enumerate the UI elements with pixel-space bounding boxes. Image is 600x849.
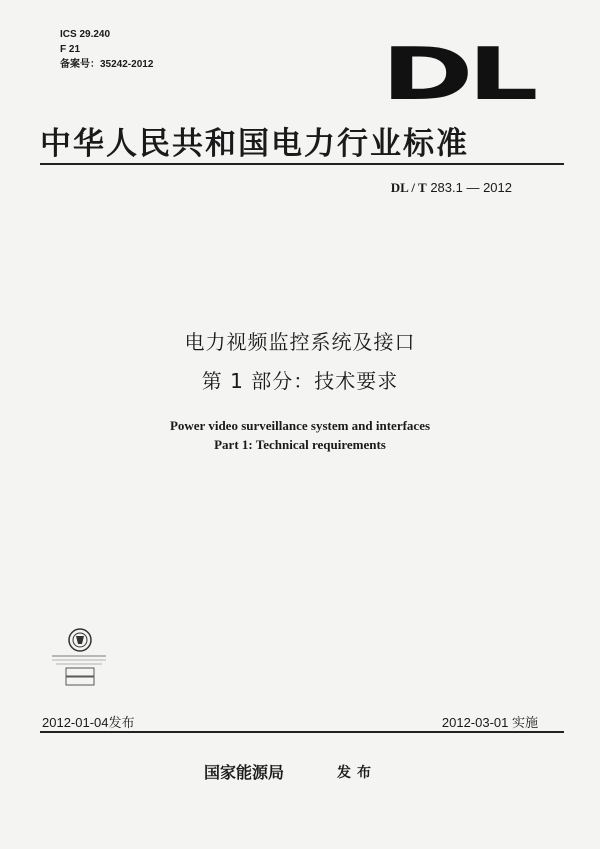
issuing-authority: 国家能源局: [204, 763, 285, 782]
publish-date: 2012-01-04发布: [42, 715, 135, 730]
classification-block: [60, 27, 153, 72]
top-divider: [40, 163, 564, 165]
chinese-title-line1: 电力视频监控系统及接口: [184, 330, 416, 354]
standard-prefix: DL / T: [390, 180, 427, 195]
chinese-title-line2: 第 1 部分：技术要求: [201, 369, 399, 393]
anti-counterfeit-seal-icon: [48, 626, 108, 688]
standard-number: [391, 180, 512, 196]
issued-label: 发布: [337, 765, 377, 781]
effective-date: 2012-03-01 实施: [441, 715, 538, 730]
standard-code: 283.1 — 2012: [430, 180, 512, 195]
class-code: F 21: [60, 44, 81, 55]
english-title-line2: Part 1: Technical requirements: [214, 437, 386, 452]
organization-title: 中华人民共和国电力行业标准: [40, 126, 469, 162]
dl-logo: DL: [381, 32, 533, 116]
english-title-line1: Power video surveillance system and interfaces: [169, 418, 431, 433]
bottom-divider: [40, 731, 564, 733]
record-number: 备案号：35242-2012: [60, 59, 154, 70]
ics-code: ICS 29.240: [60, 29, 111, 40]
